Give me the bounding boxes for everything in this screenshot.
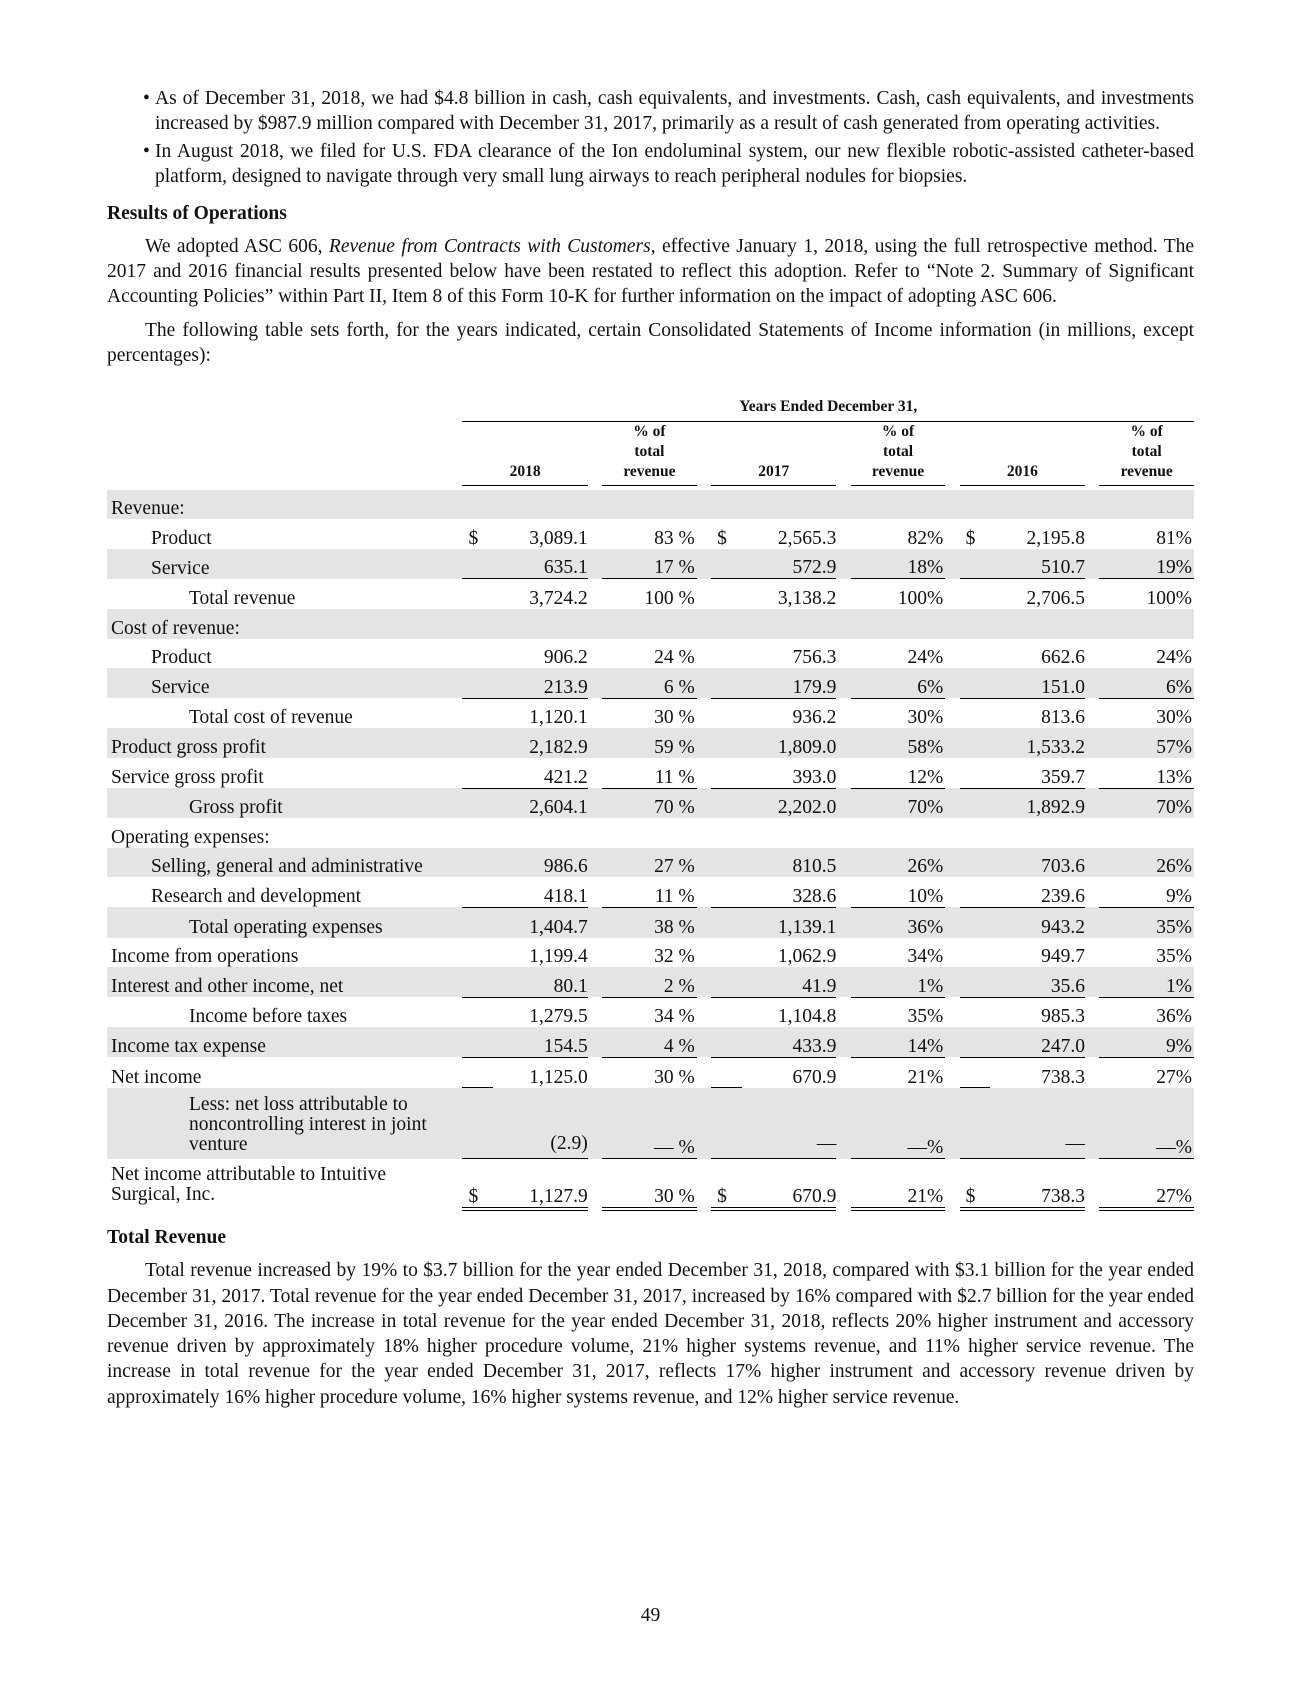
table-row [107, 788, 1194, 818]
percent-2016: 100% [1146, 587, 1192, 609]
value-2017: 2,565.3 [777, 527, 837, 549]
value-2017: 670.9 [792, 1066, 837, 1088]
value-2018: 986.6 [543, 856, 588, 878]
value-2018: 213.9 [543, 676, 588, 698]
col-header-2018: 2018 [462, 462, 587, 486]
row-label: Operating expenses: [111, 826, 270, 848]
percent-2018: 38 % [654, 916, 695, 938]
percent-2016: 27% [1156, 1186, 1192, 1208]
row-label: Service [151, 557, 210, 579]
value-2016: — [1065, 1133, 1085, 1155]
value-2017: 179.9 [792, 676, 837, 698]
percent-2016: 9% [1166, 1035, 1192, 1057]
percent-2018: — % [654, 1137, 695, 1159]
percent-2018: 30 % [654, 1066, 695, 1088]
value-2016: 510.7 [1041, 557, 1085, 579]
row-label: Product gross profit [111, 736, 266, 758]
row-label: Income tax expense [111, 1036, 266, 1058]
percent-2018: 24 % [654, 647, 695, 669]
value-2017: 1,104.8 [777, 1006, 837, 1028]
dollar-sign: $ [965, 1186, 976, 1208]
table-row [107, 938, 1194, 968]
percent-2017: —% [907, 1137, 944, 1159]
value-2018: 418.1 [543, 885, 588, 907]
row-label: Cost of revenue: [111, 617, 240, 639]
value-2018: 1,279.5 [529, 1006, 588, 1028]
row-label: Service gross profit [111, 767, 264, 789]
pct-header: % of total revenue [602, 422, 697, 486]
value-2018: 635.1 [543, 557, 588, 579]
value-2018: 2,182.9 [529, 736, 588, 758]
percent-2016: 24% [1156, 647, 1192, 669]
highlights-list [107, 86, 1194, 189]
percent-2016: —% [1156, 1137, 1192, 1159]
value-2017: 756.3 [792, 647, 837, 669]
table-row [107, 758, 1194, 788]
value-2016: 239.6 [1041, 885, 1085, 907]
bullet-text: In August 2018, we filed for U.S. FDA clearance of the Ion endoluminal system, our new flexible robotic-assisted catheter-based platform, designed to navigate through very small lung airways to reach peripheral nodules for biopsies. [155, 141, 1194, 187]
value-2016: 2,195.8 [1026, 527, 1085, 549]
table-row [107, 639, 1194, 669]
percent-2016: 13% [1156, 766, 1192, 788]
percent-2018: 32 % [654, 946, 695, 968]
value-2016: 35.6 [1050, 975, 1085, 997]
percent-2018: 59 % [654, 736, 695, 758]
income-statement-table [107, 392, 1194, 1211]
value-2016: 738.3 [1041, 1186, 1085, 1208]
table-row [107, 907, 1194, 937]
dollar-sign: $ [717, 527, 727, 549]
table-row [107, 609, 1194, 639]
dollar-sign: $ [965, 527, 976, 549]
value-2017: 393.0 [792, 766, 837, 788]
value-2018: 1,120.1 [529, 707, 588, 729]
row-label: Product [151, 647, 212, 669]
total-revenue-heading: Total Revenue [107, 1227, 226, 1249]
value-2018: 1,199.4 [529, 946, 588, 968]
table-row [107, 997, 1194, 1027]
table-row [107, 1027, 1194, 1057]
value-2017: 936.2 [792, 707, 837, 729]
percent-2017: 70% [907, 797, 944, 819]
percent-2016: 19% [1156, 557, 1192, 579]
row-label: Net income [111, 1066, 202, 1088]
percent-2017: 36% [907, 916, 944, 938]
percent-2017: 100% [897, 587, 944, 609]
table-row [107, 848, 1194, 878]
page-number: 49 [640, 1605, 661, 1626]
col-header-2017: 2017 [711, 462, 836, 486]
value-2017: — [816, 1133, 837, 1155]
bullet-icon: • [143, 88, 150, 109]
table-row [107, 698, 1194, 728]
row-label: Service [151, 677, 210, 699]
col-header-2016: 2016 [960, 462, 1085, 486]
percent-2017: 34% [907, 946, 944, 968]
percent-2017: 30% [907, 707, 944, 729]
value-2018: 154.5 [543, 1035, 588, 1057]
table-row [107, 1088, 1194, 1159]
row-label: Total operating expenses [189, 916, 383, 938]
value-2018: 1,127.9 [529, 1186, 588, 1208]
row-label: Income before taxes [189, 1006, 348, 1028]
row-label: Income from operations [111, 946, 299, 968]
percent-2017: 1% [917, 975, 944, 997]
row-label: Total cost of revenue [189, 707, 353, 729]
percent-2017: 82% [907, 527, 944, 549]
percent-2016: 57% [1156, 736, 1192, 758]
percent-2016: 70% [1156, 797, 1192, 819]
percent-2018: 30 % [654, 707, 695, 729]
table-row [107, 490, 1194, 520]
value-2018: 3,089.1 [529, 527, 588, 549]
value-2017: 670.9 [792, 1186, 837, 1208]
percent-2018: 2 % [663, 975, 695, 997]
para1-text-post: effective January 1, 2018, using the full retrospective method. The 2017 and 2016 financial results presented below have been restated to reflect this adoption. Refer to “Note 2. Summary of Significant Accounting Policies” within Part II, Item 8 of this Form 10-K for further information on the impact of adopting ASC 606. [107, 236, 1195, 308]
value-2018: 906.2 [543, 647, 588, 669]
table-row [107, 1057, 1194, 1088]
value-2016: 813.6 [1041, 707, 1085, 729]
value-2017: 1,809.0 [777, 736, 837, 758]
value-2016: 985.3 [1041, 1006, 1085, 1028]
percent-2017: 35% [907, 1006, 944, 1028]
table-row [107, 818, 1194, 848]
table-row [107, 668, 1194, 698]
value-2018: 421.2 [543, 766, 588, 788]
pct-header: % of total revenue [851, 422, 946, 486]
row-label: Research and development [151, 886, 362, 908]
value-2017: 3,138.2 [777, 587, 837, 609]
value-2016: 1,533.2 [1026, 736, 1085, 758]
percent-2016: 35% [1156, 946, 1192, 968]
row-label: Gross profit [189, 797, 283, 819]
value-2016: 1,892.9 [1026, 797, 1085, 819]
value-2018: 80.1 [553, 975, 588, 997]
table-row [107, 519, 1194, 549]
value-2016: 949.7 [1041, 946, 1085, 968]
table-row [107, 728, 1194, 758]
percent-2016: 36% [1156, 1006, 1192, 1028]
dollar-sign: $ [468, 1186, 479, 1208]
table-row [107, 1159, 1194, 1210]
pct-header: % of total revenue [1099, 422, 1194, 486]
row-label: Revenue: [111, 498, 185, 520]
percent-2018: 30 % [654, 1186, 695, 1208]
years-ended-header: Years Ended December 31, [462, 397, 1194, 422]
value-2017: 2,202.0 [777, 797, 837, 819]
value-2016: 943.2 [1041, 916, 1085, 938]
value-2016: 2,706.5 [1026, 587, 1085, 609]
value-2017: 572.9 [792, 557, 837, 579]
value-2016: 662.6 [1041, 647, 1085, 669]
dollar-sign: $ [717, 1186, 727, 1208]
percent-2016: 9% [1166, 885, 1192, 907]
value-2016: 738.3 [1041, 1066, 1085, 1088]
percent-2017: 26% [907, 856, 944, 878]
percent-2016: 35% [1156, 916, 1192, 938]
percent-2017: 21% [907, 1066, 944, 1088]
asc606-paragraph [107, 234, 1194, 310]
value-2016: 151.0 [1041, 676, 1085, 698]
percent-2017: 10% [907, 885, 944, 907]
percent-2018: 11 % [654, 766, 695, 788]
dollar-sign: $ [468, 527, 479, 549]
table-row [107, 877, 1194, 907]
row-label: Net income attributable to Intuitive Surgical, Inc. [111, 1164, 387, 1206]
percent-2018: 83 % [654, 527, 695, 549]
value-2017: 328.6 [792, 885, 837, 907]
value-2018: (2.9) [550, 1133, 588, 1155]
percent-2018: 100 % [644, 587, 695, 609]
value-2017: 1,139.1 [777, 916, 837, 938]
value-2018: 1,404.7 [529, 916, 588, 938]
page-content [107, 86, 1194, 1418]
row-label: Less: net loss attributable to noncontrolling interest in joint venture [189, 1093, 427, 1155]
value-2017: 41.9 [802, 975, 837, 997]
percent-2017: 21% [907, 1186, 944, 1208]
percent-2018: 27 % [654, 856, 695, 878]
bullet-item [107, 139, 1194, 189]
percent-2016: 6% [1166, 676, 1192, 698]
table-row [107, 967, 1194, 997]
percent-2018: 70 % [654, 797, 695, 819]
percent-2017: 58% [907, 736, 944, 758]
row-label: Selling, general and administrative [151, 856, 423, 878]
value-2017: 433.9 [792, 1035, 837, 1057]
value-2018: 1,125.0 [529, 1066, 588, 1088]
percent-2018: 6 % [663, 676, 695, 698]
percent-2017: 24% [907, 647, 944, 669]
value-2016: 703.6 [1041, 856, 1085, 878]
percent-2016: 26% [1156, 856, 1192, 878]
bullet-icon: • [143, 141, 150, 162]
total-revenue-paragraph: Total revenue increased by 19% to $3.7 billion for the year ended December 31, 2018, compared with $3.1 billion for the year ended December 31, 2017. Total revenue for the year ended December 31, 2017, increased by 16% compared with $2.7 billion for the year ended December 31, 2016. The increase in total revenue for the year ended December 31, 2018, reflects 20% higher instrument and accessory revenue driven by approximately 18% higher procedure volume, 21% higher systems revenue, and 11% higher service revenue. The increase in total revenue for the year ended December 31, 2017, reflects 17% higher instrument and accessory revenue driven by approximately 16% higher procedure volume, 16% higher systems revenue, and 12% higher service revenue. [107, 1260, 1194, 1408]
row-label: Product [151, 527, 212, 549]
percent-2017: 6% [917, 676, 944, 698]
percent-2018: 4 % [663, 1035, 695, 1057]
para1-text: We adopted ASC 606, [145, 236, 329, 257]
value-2017: 1,062.9 [777, 946, 837, 968]
value-2018: 2,604.1 [529, 797, 588, 819]
bullet-item [107, 86, 1194, 136]
row-label: Interest and other income, net [111, 976, 344, 998]
value-2018: 3,724.2 [529, 587, 588, 609]
bullet-text: As of December 31, 2018, we had $4.8 billion in cash, cash equivalents, and investments. Cash, cash equivalents, and investments increased by $987.9 million compared with December 31, 2017, primarily as a result of cash generated from operating activities. [155, 88, 1194, 134]
percent-2017: 14% [907, 1035, 944, 1057]
value-2017: 810.5 [792, 856, 837, 878]
table-row [107, 549, 1194, 579]
percent-2016: 30% [1156, 707, 1192, 729]
value-2016: 247.0 [1041, 1035, 1085, 1057]
percent-2017: 12% [907, 766, 944, 788]
value-2016: 359.7 [1041, 766, 1085, 788]
para1-italic: Revenue from Contracts with Customers, [328, 236, 656, 257]
percent-2018: 11 % [654, 885, 695, 907]
percent-2018: 17 % [654, 557, 695, 579]
percent-2016: 1% [1166, 975, 1192, 997]
table-row [107, 579, 1194, 609]
percent-2017: 18% [907, 557, 944, 579]
percent-2016: 81% [1156, 527, 1192, 549]
percent-2018: 34 % [654, 1006, 695, 1028]
table-intro-paragraph: The following table sets forth, for the years indicated, certain Consolidated Statements of Income information (in millions, except percentages): [107, 319, 1194, 366]
row-label: Total revenue [189, 587, 296, 609]
percent-2016: 27% [1156, 1066, 1192, 1088]
results-heading: Results of Operations [107, 203, 287, 224]
